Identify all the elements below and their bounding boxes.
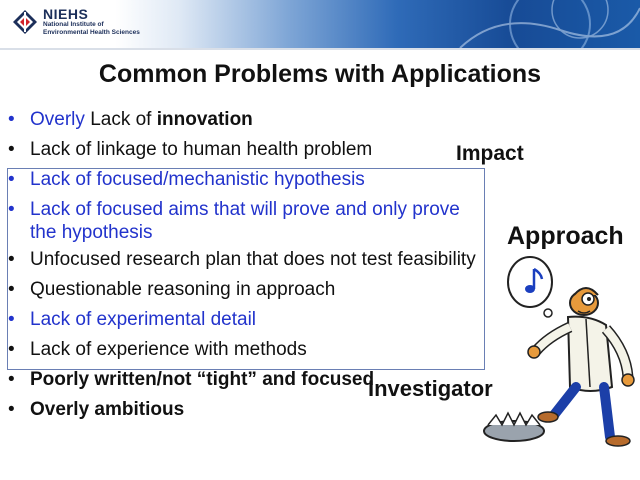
bullet-text: Poorly written/not “tight” and focused (30, 369, 375, 390)
bullet-text: Questionable reasoning in approach (30, 279, 336, 300)
bullet-text: Overly ambitious (30, 399, 185, 420)
bullet-item (8, 278, 488, 301)
bullet-glyph: • (8, 369, 15, 390)
bullet-glyph: • (8, 339, 15, 360)
bullet-item (8, 138, 488, 161)
bullet-item (8, 108, 488, 131)
bullet-text: Lack of (90, 109, 157, 130)
bullet-glyph: • (8, 169, 15, 190)
label-approach: Approach (507, 222, 624, 250)
bullet-text: Lack of experimental detail (30, 309, 257, 330)
logo-subtitle-line-2: Environmental Health Sciences (43, 28, 140, 36)
bullet-text: Lack of focused aims that will prove and only prove the hypothesis (30, 199, 460, 243)
bullet-glyph: • (8, 309, 15, 330)
logo-subtitle-line-1: National Institute of (43, 21, 104, 28)
label-investigator: Investigator (368, 376, 493, 401)
bullet-text: innovation (156, 109, 253, 130)
bullet-glyph: • (8, 399, 15, 420)
bullet-text: Lack of experience with methods (30, 339, 307, 360)
bullet-text: Lack of linkage to human health problem (30, 139, 373, 160)
bear-trap-icon (484, 412, 558, 441)
header-band (0, 0, 640, 48)
bullet-item (8, 248, 488, 271)
bullet-item (8, 338, 488, 361)
bullet-text: Unfocused research plan that does not test feasibility (30, 249, 476, 270)
scientist-stepping-in-trap-illustration (478, 255, 640, 455)
niehs-logo-icon (12, 9, 38, 35)
bullet-item (8, 198, 488, 244)
bullet-glyph: • (8, 249, 15, 270)
header-rule (0, 48, 640, 50)
bullet-text: Overly (30, 109, 91, 130)
label-impact: Impact (456, 142, 524, 165)
header-decoration (340, 0, 640, 48)
bullet-glyph: • (8, 199, 15, 220)
bullet-glyph: • (8, 279, 15, 300)
bullet-glyph: • (8, 109, 15, 130)
slide-title: Common Problems with Applications (98, 60, 542, 88)
bullet-item (8, 308, 488, 331)
bullet-text: Lack of focused/mechanistic hypothesis (30, 169, 365, 190)
bullet-item (8, 168, 488, 191)
bullet-glyph: • (8, 139, 15, 160)
logo-name: NIEHS (43, 6, 89, 22)
niehs-logo (12, 7, 140, 36)
